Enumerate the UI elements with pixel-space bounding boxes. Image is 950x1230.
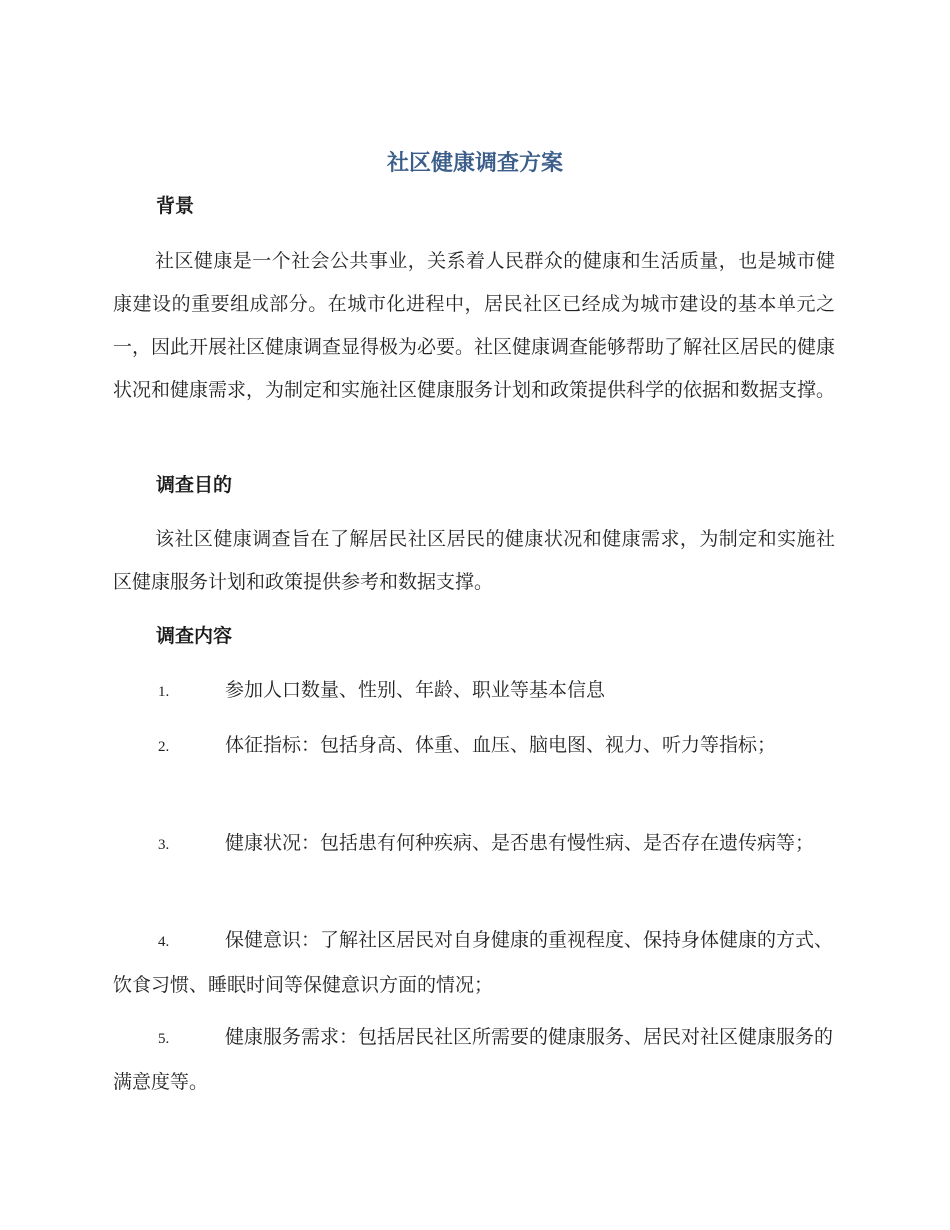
- section-heading-background: 背景: [156, 195, 195, 217]
- list-item: [113, 822, 835, 867]
- purpose-paragraph: 该社区健康调查旨在了解居民社区居民的健康状况和健康需求，为制定和实施社区健康服务计划和政策提供参考和数据支撑。: [113, 528, 835, 593]
- list-item: [113, 1016, 835, 1104]
- list-item-number: 2.: [158, 739, 170, 755]
- section-heading-purpose: 调查目的: [156, 474, 233, 496]
- background-paragraph: 社区健康是一个社会公共事业，关系着人民群众的健康和生活质量，也是城市健康建设的重要组成部分。在城市化进程中，居民社区已经成为城市建设的基本单元之一，因此开展社区健康调查显得极为必要。社区健康调查能够帮助了解社区居民的健康状况和健康需求，为制定和实施社区健康服务计划和政策提供科学的依据和数据支撑。: [113, 250, 836, 401]
- list-item-text: 体征指标：包括身高、体重、血压、脑电图、视力、听力等指标；: [225, 734, 777, 756]
- list-item-text: 健康状况：包括患有何种疾病、是否患有慢性病、是否存在遗传病等；: [225, 832, 815, 854]
- list-item: [113, 669, 835, 714]
- list-item-text: 健康服务需求：包括居民社区所需要的健康服务、居民对社区健康服务的满意度等。: [113, 1026, 834, 1093]
- list-item-number: 1.: [158, 684, 170, 700]
- list-item-text: 参加人口数量、性别、年龄、职业等基本信息: [225, 679, 606, 701]
- list-item: [113, 919, 835, 1007]
- list-item-number: 4.: [158, 934, 170, 950]
- list-item: [113, 724, 835, 769]
- list-item-text: 保健意识：了解社区居民对自身健康的重视程度、保持身体健康的方式、饮食习惯、睡眠时间等保健意识方面的情况；: [113, 929, 834, 996]
- list-item-number: 3.: [158, 837, 170, 853]
- document-title: 社区健康调查方案: [386, 151, 563, 176]
- section-heading-content: 调查内容: [156, 625, 233, 647]
- list-item-number: 5.: [158, 1031, 170, 1047]
